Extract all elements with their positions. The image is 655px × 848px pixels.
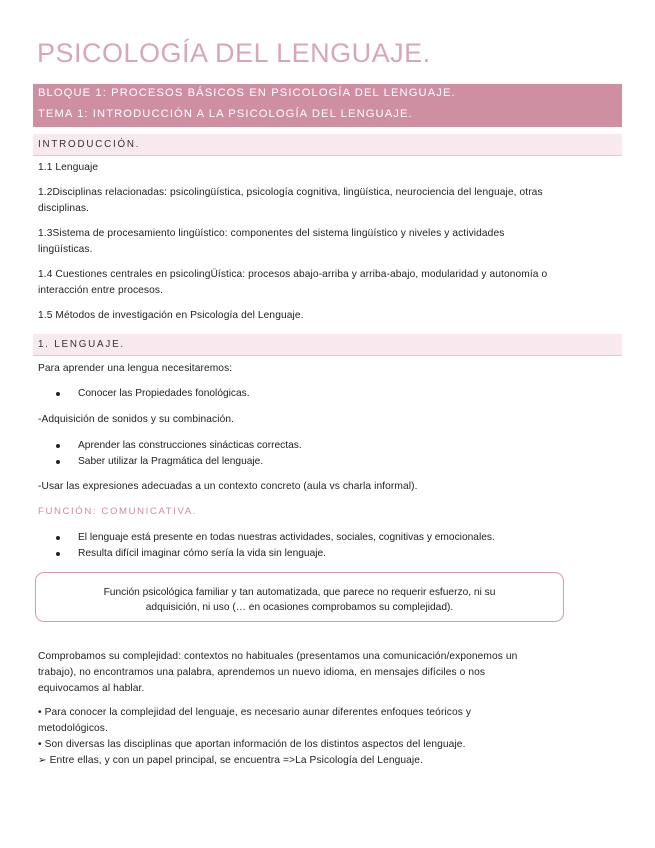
intro-item: 1.3Sistema de procesamiento lingüístico: componentes del sistema lingüístico y niveles y actividades: [38, 228, 505, 239]
paragraph-line: metodológicos.: [38, 723, 108, 734]
section-divider: [33, 155, 622, 156]
list-item: [58, 386, 250, 402]
paragraph-line: equivocamos al hablar.: [38, 683, 145, 694]
list-item-text: Aprender las construcciones sinácticas correctas.: [78, 440, 302, 451]
lenguaje-line: -Adquisición de sonidos y su combinación.: [38, 414, 235, 425]
section-heading-text: 1. LENGUAJE.: [38, 339, 125, 350]
subheading-funcion: FUNCIÓN: COMUNICATIVA.: [38, 506, 198, 517]
section-heading-text: INTRODUCCIÓN.: [38, 139, 141, 150]
list-item: [58, 530, 495, 546]
section-divider: [33, 355, 622, 356]
intro-item: disciplinas.: [38, 203, 90, 214]
block-header: [33, 84, 622, 127]
lenguaje-line: -Usar las expresiones adecuadas a un contexto concreto (aula vs charla informal).: [38, 481, 418, 492]
intro-item: lingüísticas.: [38, 244, 93, 255]
list-item: [58, 438, 302, 454]
paragraph-line: • Para conocer la complejidad del lenguaje, es necesario aunar diferentes enfoques teóricos y: [38, 707, 472, 718]
callout-line: Función psicológica familiar y tan automatizada, que parece no requerir esfuerzo, ni su: [103, 587, 496, 598]
section-heading-introduccion: [33, 134, 622, 156]
bloque-title: BLOQUE 1: PROCESOS BÁSICOS EN PSICOLOGÍA DEL LENGUAJE.: [38, 87, 456, 99]
callout-box: [35, 572, 564, 622]
list-item-text: El lenguaje está presente en todas nuestras actividades, sociales, cognitivas y emocionales.: [78, 532, 495, 543]
tema-title: TEMA 1: INTRODUCCIÓN A LA PSICOLOGÍA DEL LENGUAJE.: [38, 108, 413, 120]
section-heading-lenguaje: [33, 334, 622, 356]
intro-item: 1.4 Cuestiones centrales en psicolingÜística: procesos abajo-arriba y arriba-abajo, modularidad y autonomía o: [38, 269, 548, 280]
paragraph-line: trabajo), no encontramos una palabra, aprendemos un nuevo idioma, en mensajes difíciles o nos: [38, 667, 486, 678]
intro-item: 1.5 Métodos de investigación en Psicología del Lenguaje.: [38, 310, 304, 321]
list-item-text: Conocer las Propiedades fonológicas.: [78, 388, 250, 399]
document-title: PSICOLOGÍA DEL LENGUAJE.: [37, 38, 431, 68]
paragraph-line: ➢ Entre ellas, y con un papel principal, se encuentra =>La Psicología del Lenguaje.: [38, 755, 423, 766]
list-item-text: Saber utilizar la Pragmática del lenguaje.: [78, 456, 264, 467]
callout-line: adquisición, ni uso (… en ocasiones comprobamos su complejidad).: [145, 602, 454, 613]
paragraph-line: Comprobamos su complejidad: contextos no habituales (presentamos una comunicación/exponemos un: [38, 651, 518, 662]
list-item-text: Resulta difícil imaginar cómo sería la vida sin lenguaje.: [78, 548, 327, 559]
paragraph-line: • Son diversas las disciplinas que aportan información de los distintos aspectos del lenguaje.: [38, 739, 466, 750]
lenguaje-lead: Para aprender una lengua necesitaremos:: [38, 363, 233, 374]
intro-item: 1.1 Lenguaje: [38, 162, 99, 173]
list-item: [58, 546, 326, 562]
intro-item: interacción entre procesos.: [38, 285, 164, 296]
list-item: [58, 454, 263, 470]
intro-item: 1.2Disciplinas relacionadas: psicolingüística, psicología cognitiva, lingüística, neurociencia del lenguaje, otras: [38, 187, 543, 198]
